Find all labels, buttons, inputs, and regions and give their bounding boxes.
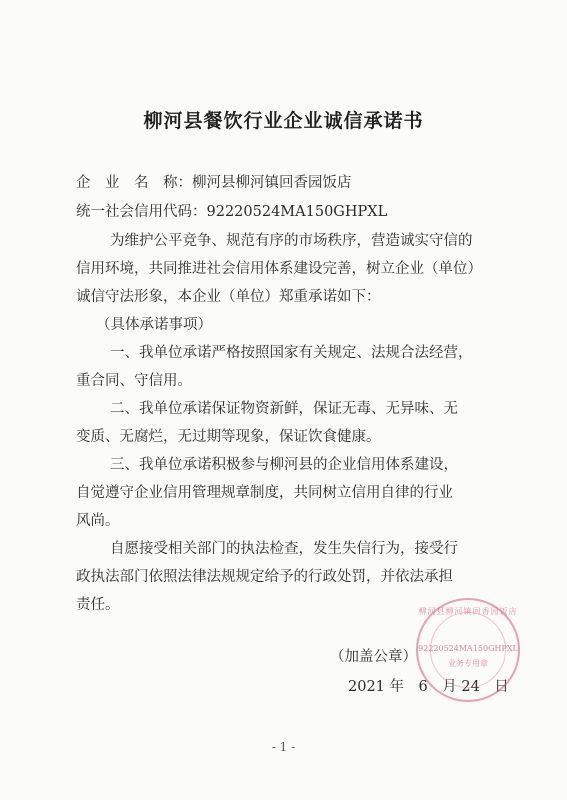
official-seal-stamp: [416, 598, 520, 702]
closing-line: 自愿接受相关部门的执法检查，发生失信行为，接受行: [110, 541, 458, 557]
company-row: [76, 174, 352, 192]
closing-line: 政执法部门依照法律法规规定给予的行政处罚，并依法承担: [76, 569, 453, 585]
document-date: 2021 年 6 月 24 日: [348, 679, 509, 695]
official-seal-ring-text: 柳河县柳河镇回香园饭店: [418, 607, 518, 616]
credit-code: 92220524MA150GHPXL: [206, 204, 388, 220]
page-number: - 1 -: [271, 740, 296, 754]
closing-line: 责任。: [76, 597, 120, 613]
section-label: （具体承诺事项）: [96, 317, 212, 333]
commitment-item-1-line: 重合同、守信用。: [76, 373, 192, 389]
commitment-item-3-line: 三、我单位承诺积极参与柳河县的企业信用体系建设，: [110, 457, 458, 473]
commitment-item-2-line: 变质、无腐烂，无过期等现象，保证饮食健康。: [76, 429, 381, 445]
credit-code-row: [76, 203, 387, 221]
commitment-item-3-line: 风尚。: [76, 513, 120, 529]
official-seal-purpose: 业务专用章: [448, 659, 488, 668]
credit-code-label: 统一社会信用代码：: [76, 204, 207, 220]
official-seal-code: 92220524MA150GHPXL: [418, 644, 518, 653]
commitment-item-2-line: 二、我单位承诺保证物资新鲜，保证无毒、无异味、无: [110, 401, 458, 417]
seal-note: （加盖公章）: [330, 649, 417, 665]
intro-line: 诚信守法形象，本企业（单位）郑重承诺如下：: [76, 289, 381, 305]
intro-line: 为维护公平竞争、规范有序的市场秩序，营造诚实守信的: [110, 233, 473, 249]
commitment-item-3-line: 自觉遵守企业信用管理规章制度，共同树立信用自律的行业: [76, 485, 453, 501]
intro-line: 信用环境，共同推进社会信用体系建设完善，树立企业（单位）: [76, 261, 482, 277]
company-name: 柳河县柳河镇回香园饭店: [192, 175, 352, 191]
company-label: 企 业 名 称：: [76, 175, 192, 191]
commitment-item-1-line: 一、我单位承诺严格按照国家有关规定、法规合法经营，: [110, 345, 473, 361]
document-title: 柳河县餐饮行业企业诚信承诺书: [143, 110, 424, 132]
